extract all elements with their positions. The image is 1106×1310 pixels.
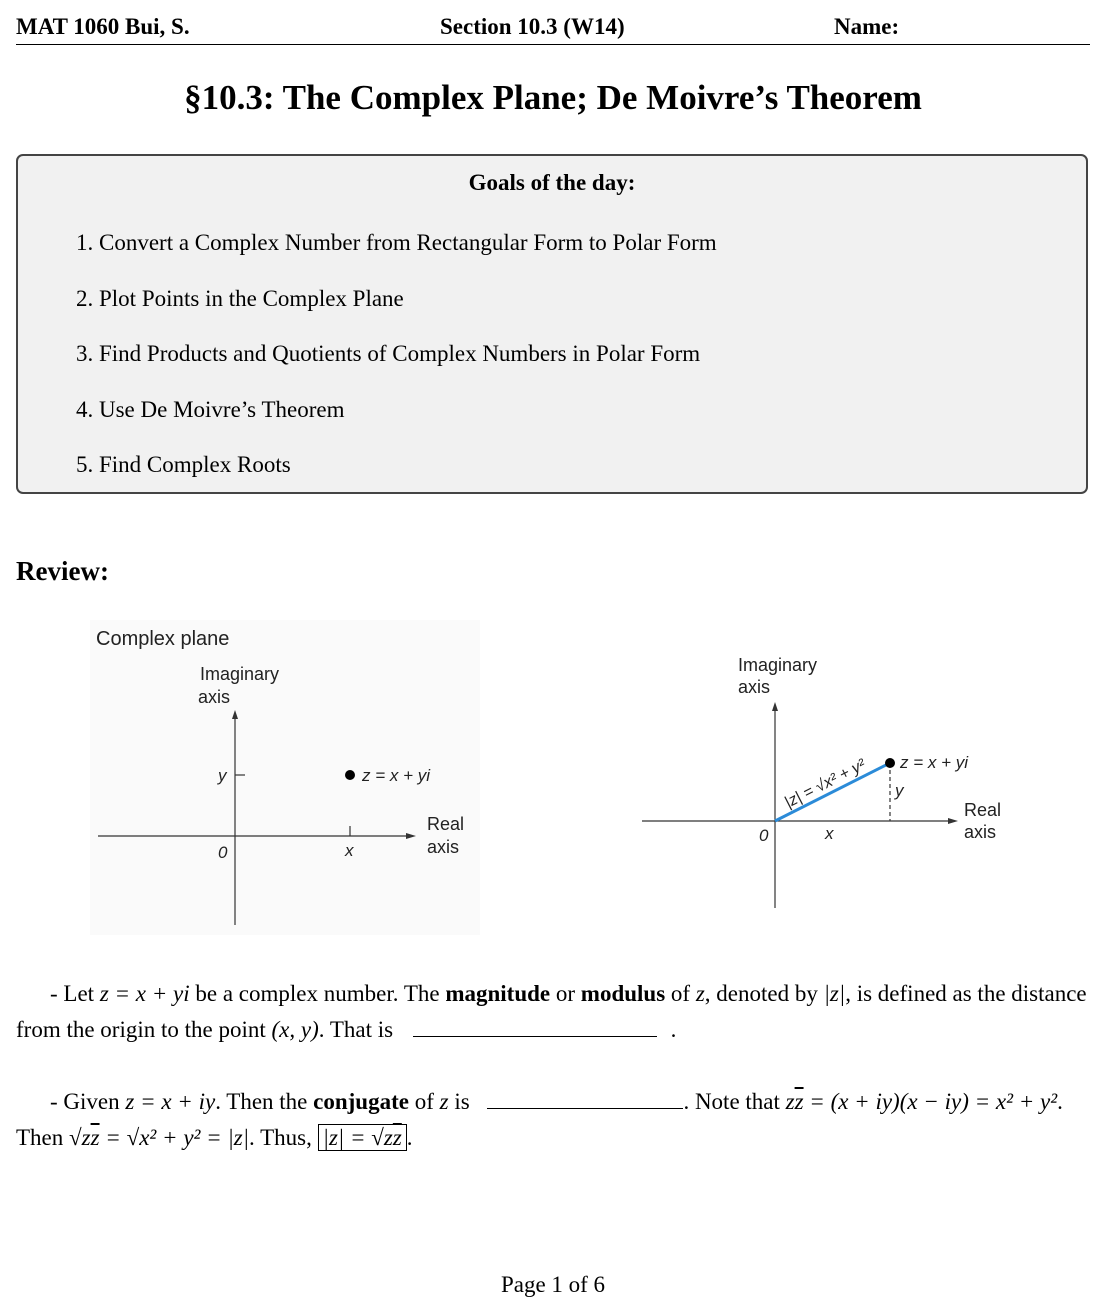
point-z (885, 758, 895, 768)
conjugate-answer-blank[interactable] (487, 1092, 683, 1109)
point-label: z = x + yi (362, 766, 431, 785)
modulus-figure (640, 648, 1012, 916)
imaginary-axis-label: Imaginary (738, 655, 818, 675)
real-axis-label: Real (427, 814, 465, 834)
term-magnitude: magnitude (445, 981, 551, 1006)
boxed-result: $|z| = √z\overline{z}$ (318, 1124, 407, 1151)
arrow-up-icon (772, 702, 778, 711)
page-number: Page 1 of 6 (500, 1272, 606, 1297)
name-label: Name: (834, 14, 900, 39)
real-axis-label: axis (964, 822, 997, 842)
origin-label: 0 (218, 843, 228, 862)
modulus-definition: - Let z = x + yi be a complex number. The magnitude or modulus of z, denoted by |z|, is defined as the distance from the origin to the point (x, y). That is . (16, 981, 1087, 1042)
page-title: §10.3: The Complex Plane; De Moivre’s Theorem (184, 78, 922, 117)
modulus-answer-blank[interactable] (413, 1020, 657, 1037)
term-modulus: modulus (580, 981, 666, 1006)
arrow-right-icon (948, 818, 958, 824)
real-axis-label: Real (964, 800, 1002, 820)
goals-heading: Goals of the day: (468, 170, 636, 195)
imaginary-axis-label: axis (198, 687, 231, 707)
goal-item: 5. Find Complex Roots (76, 452, 291, 477)
figure-caption: Complex plane (96, 628, 230, 650)
x-label: x (825, 824, 834, 843)
point-z (345, 770, 355, 780)
point-label: z = x + yi (900, 753, 969, 772)
course-label: MAT 1060 Bui, S. (16, 14, 190, 39)
modulus-label: |z| = √x² + y² (782, 756, 869, 812)
y-tick-label: y (218, 766, 227, 785)
goal-item: 2. Plot Points in the Complex Plane (76, 286, 404, 311)
goal-item: 4. Use De Moivre’s Theorem (76, 397, 345, 422)
x-tick-label: x (345, 841, 354, 860)
imaginary-axis-label: Imaginary (200, 664, 280, 684)
goal-item: 1. Convert a Complex Number from Rectangular Form to Polar Form (76, 230, 717, 255)
review-heading: Review: (16, 556, 109, 586)
page-header (16, 12, 1090, 45)
conjugate-definition: - Given z = x + iy. Then the conjugate of z is . Note that $z\overline{z} = (x + iy)(x - iy) = x^2 + y^2$. Then $√z\overline{z} = √x^2 + y^2 = |z|$. Thus, $|z| = √z\overline{z}$ . (16, 1089, 1063, 1150)
origin-label: 0 (759, 826, 769, 845)
goal-item: 3. Find Products and Quotients of Complex Numbers in Polar Form (76, 341, 701, 366)
term-conjugate: conjugate (313, 1089, 409, 1114)
complex-plane-figure (90, 620, 480, 935)
goals-box (16, 154, 1088, 494)
real-axis-label: axis (427, 837, 460, 857)
imaginary-axis-label: axis (738, 677, 771, 697)
section-label: Section 10.3 (W14) (440, 14, 625, 39)
y-label: y (895, 781, 904, 800)
